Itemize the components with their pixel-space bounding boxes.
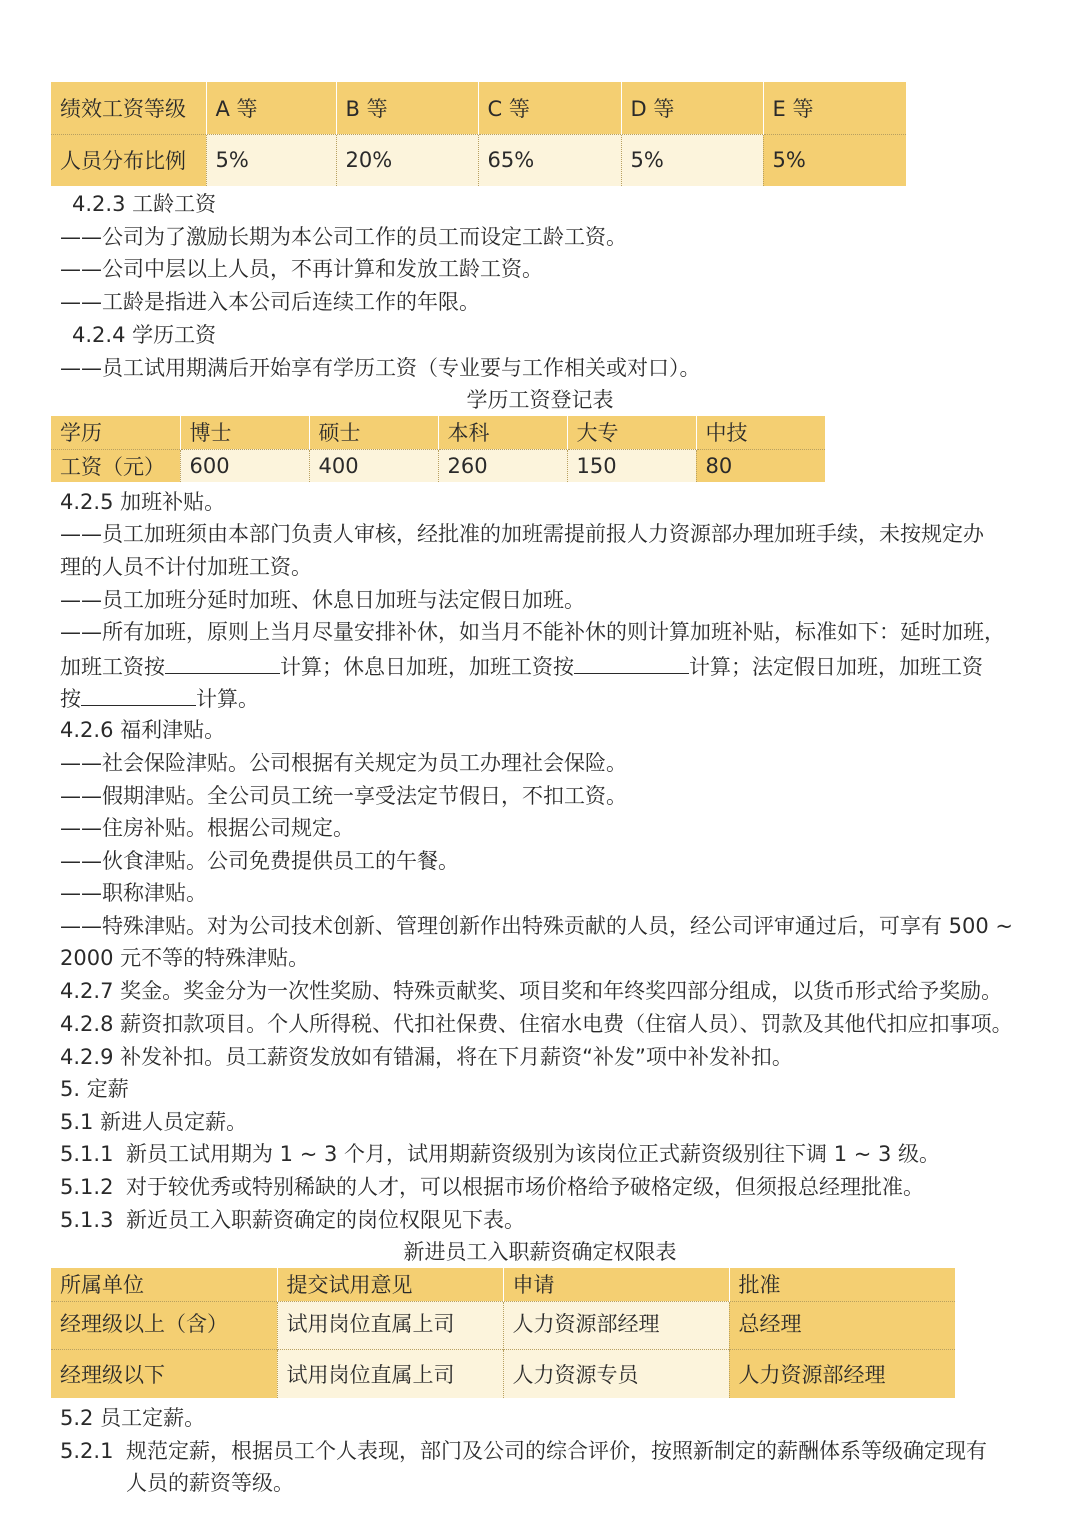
- paragraph: ——公司中层以上人员，不再计算和发放工龄工资。: [60, 257, 543, 281]
- section-427: 4.2.7 奖金。奖金分为一次性奖励、特殊贡献奖、项目奖和年终奖四部分组成，以货币形式给予奖励。: [60, 979, 1003, 1003]
- perf-header-cell: B 等: [336, 82, 478, 134]
- item-text-continuation: 人员的薪资等级。: [126, 1471, 294, 1495]
- section-heading-51: 5.1 新进人员定薪。: [60, 1110, 248, 1134]
- text-fragment: 计算。: [196, 687, 259, 711]
- edu-header-cell: 中技: [696, 416, 825, 449]
- perf-header-cell: A 等: [206, 82, 336, 134]
- education-wage-table: [51, 416, 825, 482]
- perf-header-cell: C 等: [478, 82, 621, 134]
- numbered-item: [60, 1171, 924, 1203]
- section-heading-425: 4.2.5 加班补贴。: [60, 490, 226, 514]
- edu-header-cell: 博士: [180, 416, 309, 449]
- auth-header-cell: 提交试用意见: [277, 1268, 503, 1301]
- education-table-title: 学历工资登记表: [466, 388, 614, 412]
- item-text: 新近员工入职薪资确定的岗位权限见下表。: [126, 1208, 525, 1232]
- paragraph: ——员工加班分延时加班、休息日加班与法定假日加班。: [60, 588, 585, 612]
- fill-in-blank[interactable]: [81, 681, 196, 706]
- numbered-item: [60, 1204, 525, 1236]
- paragraph-with-blanks: [60, 649, 983, 681]
- paragraph: ——特殊津贴。对为公司技术创新、管理创新作出特殊贡献的人员，经公司评审通过后，可享有 500 ~: [60, 914, 1014, 938]
- numbered-item: [60, 1435, 987, 1467]
- edu-header-cell: 硕士: [309, 416, 438, 449]
- auth-cell: 人力资源部经理: [729, 1349, 955, 1398]
- paragraph: ——公司为了激励长期为本公司工作的员工而设定工龄工资。: [60, 225, 627, 249]
- paragraph: ——工龄是指进入本公司后连续工作的年限。: [60, 290, 480, 314]
- section-heading-423: 4.2.3 工龄工资: [72, 192, 217, 216]
- paragraph: ——所有加班，原则上当月尽量安排补休，如当月不能补休的则计算加班补贴，标准如下：延时加班，: [60, 620, 1005, 644]
- auth-header-cell: 批准: [729, 1268, 955, 1301]
- perf-cell: 5%: [763, 134, 906, 186]
- auth-cell: 人力资源专员: [503, 1349, 729, 1398]
- item-number: 5.1.2: [60, 1175, 114, 1199]
- authority-table: [51, 1268, 955, 1398]
- item-text: 规范定薪，根据员工个人表现，部门及公司的综合评价，按照新制定的薪酬体系等级确定现有: [126, 1439, 987, 1463]
- edu-cell: 80: [696, 449, 825, 482]
- section-heading-426: 4.2.6 福利津贴。: [60, 718, 226, 742]
- numbered-item: [60, 1138, 940, 1170]
- paragraph: ——伙食津贴。公司免费提供员工的午餐。: [60, 849, 459, 873]
- auth-header-cell: 申请: [503, 1268, 729, 1301]
- paragraph-with-blanks: [60, 681, 259, 713]
- item-number: 5.2.1: [60, 1439, 114, 1463]
- item-text: 对于较优秀或特别稀缺的人才，可以根据市场价格给予破格定级，但须报总经理批准。: [126, 1175, 924, 1199]
- section-heading-5: 5. 定薪: [60, 1077, 129, 1101]
- perf-header-cell: E 等: [763, 82, 906, 134]
- item-number: 5.1.3: [60, 1208, 114, 1232]
- paragraph: ——员工试用期满后开始享有学历工资（专业要与工作相关或对口）。: [60, 356, 701, 380]
- section-heading-52: 5.2 员工定薪。: [60, 1406, 206, 1430]
- section-428: 4.2.8 薪资扣款项目。个人所得税、代扣社保费、住宿水电费（住宿人员）、罚款及其他代扣应扣事项。: [60, 1012, 1013, 1036]
- auth-cell: 试用岗位直属上司: [277, 1349, 503, 1398]
- paragraph: 理的人员不计付加班工资。: [60, 555, 312, 579]
- auth-cell: 经理级以上（含）: [51, 1301, 277, 1349]
- perf-cell: 20%: [336, 134, 478, 186]
- auth-cell: 试用岗位直属上司: [277, 1301, 503, 1349]
- edu-row-label: 工资（元）: [51, 449, 180, 482]
- perf-cell: 5%: [621, 134, 763, 186]
- paragraph: 2000 元不等的特殊津贴。: [60, 946, 310, 970]
- auth-cell: 人力资源部经理: [503, 1301, 729, 1349]
- edu-header-cell: 学历: [51, 416, 180, 449]
- text-fragment: 按: [60, 687, 81, 711]
- paragraph: ——假期津贴。全公司员工统一享受法定节假日，不扣工资。: [60, 784, 627, 808]
- edu-header-cell: 本科: [438, 416, 567, 449]
- paragraph: ——社会保险津贴。公司根据有关规定为员工办理社会保险。: [60, 751, 627, 775]
- text-fragment: 加班工资按: [60, 655, 165, 679]
- edu-cell: 400: [309, 449, 438, 482]
- paragraph: ——员工加班须由本部门负责人审核，经批准的加班需提前报人力资源部办理加班手续，未按规定办: [60, 522, 984, 546]
- auth-cell: 总经理: [729, 1301, 955, 1349]
- edu-header-cell: 大专: [567, 416, 696, 449]
- perf-header-cell: D 等: [621, 82, 763, 134]
- fill-in-blank[interactable]: [165, 649, 280, 674]
- fill-in-blank[interactable]: [574, 649, 689, 674]
- perf-cell: 5%: [206, 134, 336, 186]
- auth-table-title: 新进员工入职薪资确定权限表: [403, 1240, 677, 1264]
- text-fragment: 计算；法定假日加班，加班工资: [689, 655, 983, 679]
- paragraph: ——职称津贴。: [60, 881, 207, 905]
- edu-cell: 260: [438, 449, 567, 482]
- section-heading-424: 4.2.4 学历工资: [72, 323, 217, 347]
- performance-grade-table: [51, 82, 906, 186]
- paragraph: ——住房补贴。根据公司规定。: [60, 816, 354, 840]
- perf-header-cell: 绩效工资等级: [51, 82, 206, 134]
- item-text: 新员工试用期为 1 ~ 3 个月，试用期薪资级别为该岗位正式薪资级别往下调 1 ~ 3 级。: [126, 1142, 941, 1166]
- edu-cell: 600: [180, 449, 309, 482]
- edu-cell: 150: [567, 449, 696, 482]
- perf-row-label: 人员分布比例: [51, 134, 206, 186]
- auth-header-cell: 所属单位: [51, 1268, 277, 1301]
- auth-cell: 经理级以下: [51, 1349, 277, 1398]
- text-fragment: 计算；休息日加班，加班工资按: [280, 655, 574, 679]
- perf-cell: 65%: [478, 134, 621, 186]
- item-number: 5.1.1: [60, 1142, 114, 1166]
- section-429: 4.2.9 补发补扣。员工薪资发放如有错漏，将在下月薪资“补发”项中补发补扣。: [60, 1045, 793, 1069]
